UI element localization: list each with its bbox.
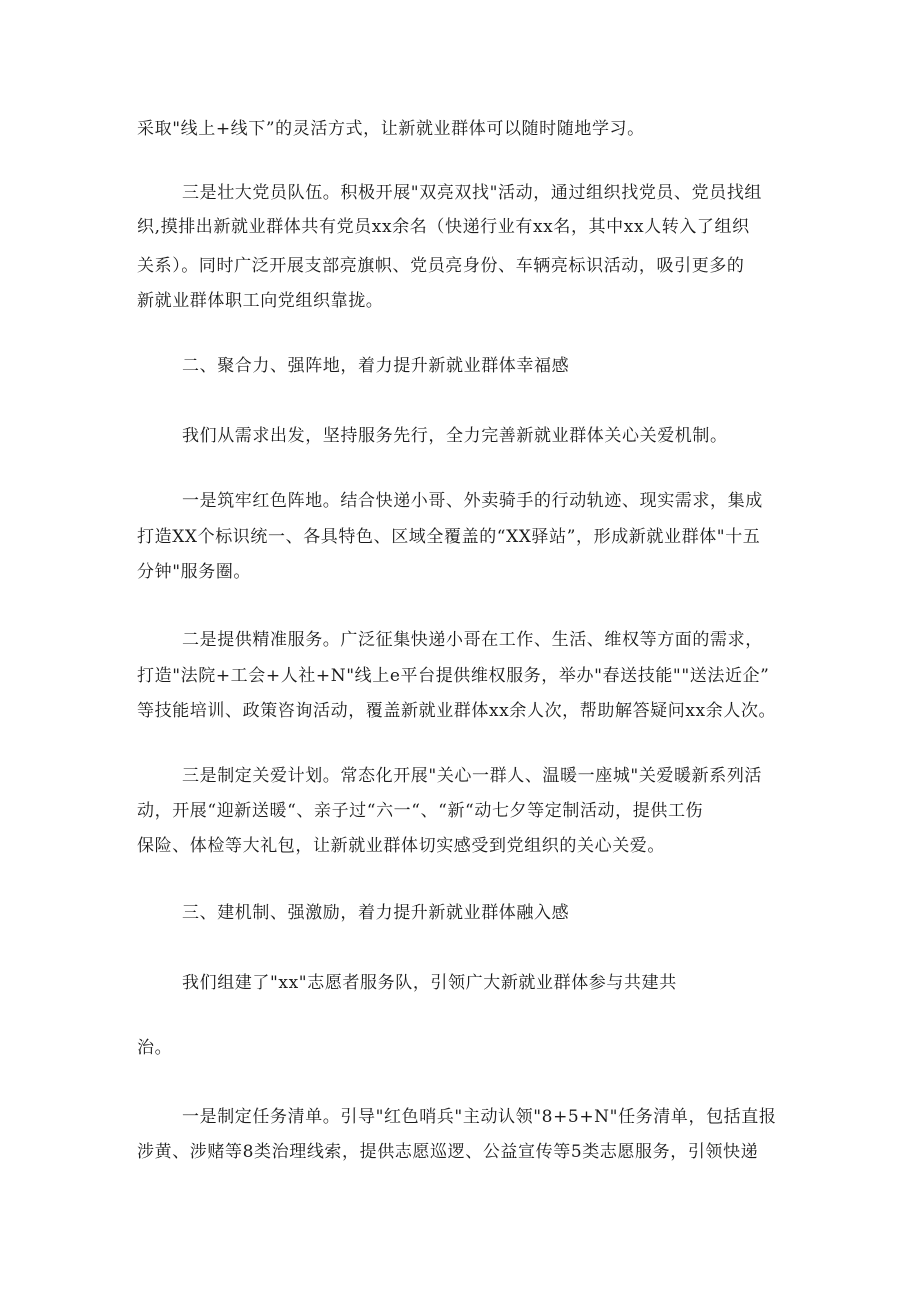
paragraph-line: 治。 [137, 1038, 173, 1058]
paragraph-line: 一是筑牢红色阵地。结合快递小哥、外卖骑手的行动轨迹、现实需求，集成 [182, 491, 763, 511]
paragraph-line: 保险、体检等大礼包，让新就业群体切实感受到党组织的关心关爱。 [137, 836, 665, 856]
paragraph-line: 动，开展“迎新送暖“、亲子过“六一“、“新“动七夕等定制活动，提供工伤 [137, 801, 704, 821]
paragraph-line: 三是壮大党员队伍。积极开展"双亮双找"活动，通过组织找党员、党员找组 [182, 183, 763, 203]
paragraph-line: 打造XX个标识统一、各具特色、区域全覆盖的“XX驿站”，形成新就业群体"十五 [137, 527, 761, 547]
section-heading: 三、建机制、强激励，着力提升新就业群体融入感 [182, 903, 570, 923]
paragraph-line: 我们组建了"xx"志愿者服务队，引领广大新就业群体参与共建共 [182, 973, 677, 993]
paragraph-line: 织,摸排出新就业群体共有党员xx余名（快递行业有xx名，其中xx人转入了组织 [137, 217, 750, 237]
paragraph-line: 二是提供精准服务。广泛征集快递小哥在工作、生活、维权等方面的需求， [182, 630, 763, 650]
paragraph-line: 我们从需求出发，坚持服务先行，全力完善新就业群体关心关爱机制。 [182, 426, 728, 446]
paragraph-line: 三是制定关爱计划。常态化开展"关心一群人、温暖一座城"关爱暖新系列活 [182, 766, 763, 786]
paragraph-line: 关系）。同时广泛开展支部亮旗帜、党员亮身份、车辆亮标识活动，吸引更多的 [137, 256, 745, 276]
section-heading: 二、聚合力、强阵地，着力提升新就业群体幸福感 [182, 356, 570, 376]
paragraph-line: 新就业群体职工向党组织靠拢。 [137, 291, 384, 311]
paragraph-line: 分钟"服务圈。 [137, 562, 252, 582]
paragraph-line: 等技能培训、政策咨询活动，覆盖新就业群体xx余人次，帮助解答疑问xx余人次。 [137, 701, 777, 721]
paragraph-line: 采取"线上+线下”的灵活方式，让新就业群体可以随时随地学习。 [137, 119, 645, 139]
paragraph-line: 打造"法院+工会+人社+N"线上e平台提供维权服务，举办"春送技能""送法近企” [137, 666, 770, 686]
paragraph-line: 涉黄、涉赌等8类治理线索，提供志愿巡逻、公益宣传等5类志愿服务，引领快递 [137, 1142, 759, 1162]
paragraph-line: 一是制定任务清单。引导"红色哨兵"主动认领"8+5+N"任务清单，包括直报 [182, 1107, 777, 1127]
